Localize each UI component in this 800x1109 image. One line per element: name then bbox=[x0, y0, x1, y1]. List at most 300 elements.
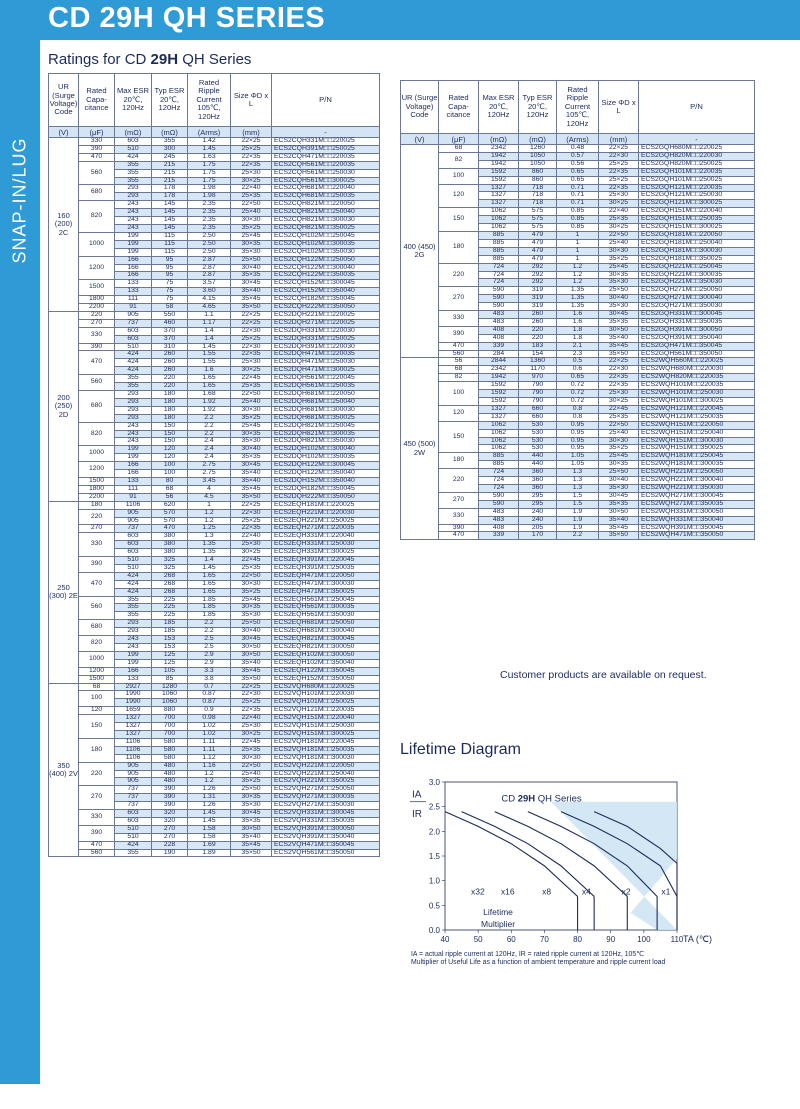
capacitance-cell: 150 bbox=[439, 421, 479, 453]
size-cell: 25×40 bbox=[231, 209, 272, 217]
typ-esr-cell: 790 bbox=[519, 398, 557, 406]
max-esr-cell: 1327 bbox=[115, 715, 152, 723]
ripple-current-cell: 1.16 bbox=[188, 762, 231, 770]
max-esr-cell: 724 bbox=[479, 279, 519, 287]
x-tick-label: 80 bbox=[573, 935, 583, 944]
size-cell: 30×30 bbox=[231, 406, 272, 414]
size-cell: 22×40 bbox=[231, 533, 272, 541]
capacitance-cell: 1500 bbox=[79, 675, 115, 683]
size-cell: 35×40 bbox=[231, 477, 272, 485]
part-number-cell: ECS2GQH221M□□250045 bbox=[639, 263, 755, 271]
max-esr-cell: 243 bbox=[115, 438, 152, 446]
typ-esr-cell: 260 bbox=[152, 351, 188, 359]
ripple-current-cell: 1.85 bbox=[188, 604, 231, 612]
part-number-cell: ECS2DQH471M□□220035 bbox=[272, 351, 380, 359]
part-number-cell: ECS2VQH221M□□250040 bbox=[272, 770, 380, 778]
typ-esr-cell: 440 bbox=[519, 453, 557, 461]
size-cell: 30×40 bbox=[231, 628, 272, 636]
size-cell: 25×50 bbox=[599, 469, 639, 477]
max-esr-cell: 424 bbox=[115, 351, 152, 359]
ripple-current-cell: 1.58 bbox=[188, 825, 231, 833]
part-number-cell: ECS2CQH681M□□250035 bbox=[272, 193, 380, 201]
typ-esr-cell: 215 bbox=[152, 177, 188, 185]
typ-esr-cell: 440 bbox=[519, 461, 557, 469]
header-capacitance: Rated Capa- citance bbox=[79, 74, 115, 127]
typ-esr-cell: 970 bbox=[519, 374, 557, 382]
part-number-cell: ECS2VQH181M□□250035 bbox=[272, 746, 380, 754]
table-row bbox=[49, 849, 380, 857]
ripple-current-cell: 0.72 bbox=[557, 398, 599, 406]
typ-esr-cell: 390 bbox=[152, 802, 188, 810]
ripple-current-cell: 4.15 bbox=[188, 296, 231, 304]
y-tick-label: 1.5 bbox=[428, 852, 440, 861]
typ-esr-cell: 240 bbox=[519, 508, 557, 516]
size-cell: 25×50 bbox=[231, 620, 272, 628]
part-number-cell: ECS2WQH151M□□300030 bbox=[639, 437, 755, 445]
typ-esr-cell: 860 bbox=[519, 176, 557, 184]
part-number-cell: ECS2EQH221M□□220030 bbox=[272, 509, 380, 517]
ripple-current-cell: 0.65 bbox=[557, 374, 599, 382]
ripple-current-cell: 1.4 bbox=[188, 327, 231, 335]
ripple-current-cell: 1.9 bbox=[557, 516, 599, 524]
capacitance-cell: 270 bbox=[79, 786, 115, 810]
typ-esr-cell: 295 bbox=[519, 500, 557, 508]
ripple-current-cell: 2.2 bbox=[188, 422, 231, 430]
size-cell: 30×45 bbox=[599, 311, 639, 319]
capacitance-cell: 390 bbox=[79, 343, 115, 351]
size-cell: 22×25 bbox=[231, 319, 272, 327]
max-esr-cell: 1942 bbox=[479, 152, 519, 160]
chart-title-bold: 29H bbox=[517, 793, 536, 805]
page-number: 90 bbox=[52, 1092, 69, 1109]
typ-esr-cell: 270 bbox=[152, 833, 188, 841]
size-cell: 35×30 bbox=[599, 484, 639, 492]
ripple-current-cell: 1 bbox=[188, 501, 231, 509]
size-cell: 22×35 bbox=[231, 153, 272, 161]
capacitance-cell: 1500 bbox=[79, 477, 115, 485]
ripple-current-cell: 0.9 bbox=[188, 707, 231, 715]
typ-esr-cell: 125 bbox=[152, 651, 188, 659]
max-esr-cell: 166 bbox=[115, 470, 152, 478]
capacitance-cell: 180 bbox=[439, 231, 479, 263]
y-tick-label: 2.0 bbox=[428, 827, 440, 837]
max-esr-cell: 133 bbox=[115, 675, 152, 683]
ripple-current-cell: 1.55 bbox=[188, 351, 231, 359]
size-cell: 35×50 bbox=[599, 532, 639, 540]
ripple-current-cell: 0.95 bbox=[557, 437, 599, 445]
max-esr-cell: 199 bbox=[115, 446, 152, 454]
max-esr-cell: 243 bbox=[115, 209, 152, 217]
capacitance-cell: 560 bbox=[439, 350, 479, 358]
ripple-current-cell: 1.63 bbox=[188, 153, 231, 161]
ripple-current-cell: 0.65 bbox=[557, 176, 599, 184]
ripple-current-cell: 2.87 bbox=[188, 272, 231, 280]
size-cell: 22×35 bbox=[599, 184, 639, 192]
ripple-current-cell: 0.72 bbox=[557, 382, 599, 390]
ripple-current-cell: 1.98 bbox=[188, 193, 231, 201]
size-cell: 22×35 bbox=[599, 382, 639, 390]
size-cell: 22×35 bbox=[599, 168, 639, 176]
max-esr-cell: 724 bbox=[479, 271, 519, 279]
voltage-code-cell: 200 (250) 2D bbox=[49, 311, 79, 501]
typ-esr-cell: 150 bbox=[152, 422, 188, 430]
max-esr-cell: 355 bbox=[115, 612, 152, 620]
max-esr-cell: 1942 bbox=[479, 374, 519, 382]
ripple-current-cell: 4.65 bbox=[188, 304, 231, 312]
capacitance-cell: 2200 bbox=[79, 304, 115, 312]
ripple-current-cell: 1.85 bbox=[188, 612, 231, 620]
ripple-current-cell: 2.2 bbox=[188, 628, 231, 636]
size-cell: 35×35 bbox=[231, 817, 272, 825]
max-esr-cell: 724 bbox=[479, 477, 519, 485]
part-number-cell: ECS2GQH101M□□250025 bbox=[639, 176, 755, 184]
part-number-cell: ECS2EQH221M□□250025 bbox=[272, 517, 380, 525]
header-size: Size ΦD x L bbox=[599, 81, 639, 134]
max-esr-cell: 424 bbox=[115, 588, 152, 596]
size-cell: 22×40 bbox=[599, 208, 639, 216]
typ-esr-cell: 178 bbox=[152, 193, 188, 201]
typ-esr-cell: 180 bbox=[152, 406, 188, 414]
part-number-cell: ECS2VQH271M□□300035 bbox=[272, 794, 380, 802]
part-number-cell: ECS2DQH122M□□350040 bbox=[272, 470, 380, 478]
typ-esr-cell: 460 bbox=[152, 319, 188, 327]
max-esr-cell: 355 bbox=[115, 177, 152, 185]
ripple-current-cell: 1.35 bbox=[557, 295, 599, 303]
ripple-current-cell: 2.5 bbox=[188, 636, 231, 644]
voltage-code-cell: 160 (200) 2C bbox=[49, 138, 79, 312]
ripple-current-cell: 1.02 bbox=[188, 730, 231, 738]
capacitance-cell: 1500 bbox=[79, 280, 115, 296]
ripple-current-cell: 0.95 bbox=[557, 445, 599, 453]
unit-header-ripple-current: (Arms) bbox=[188, 127, 231, 138]
x-tick-label: 50 bbox=[473, 935, 483, 944]
typ-esr-cell: 95 bbox=[152, 272, 188, 280]
max-esr-cell: 133 bbox=[115, 477, 152, 485]
typ-esr-cell: 1050 bbox=[519, 152, 557, 160]
part-number-cell: ECS2WQH471M□□350050 bbox=[639, 532, 755, 540]
capacitance-cell: 820 bbox=[79, 201, 115, 233]
ripple-current-cell: 3.60 bbox=[188, 288, 231, 296]
max-esr-cell: 424 bbox=[115, 367, 152, 375]
part-number-cell: ECS2DQH331M□□250025 bbox=[272, 335, 380, 343]
size-cell: 22×25 bbox=[599, 145, 639, 153]
ripple-current-cell: 1.75 bbox=[188, 169, 231, 177]
part-number-cell: ECS2DQH681M□□250040 bbox=[272, 398, 380, 406]
ripple-current-cell: 1.35 bbox=[188, 541, 231, 549]
size-cell: 22×25 bbox=[231, 501, 272, 509]
size-cell: 25×30 bbox=[231, 169, 272, 177]
max-esr-cell: 166 bbox=[115, 272, 152, 280]
capacitance-cell: 470 bbox=[439, 342, 479, 350]
size-cell: 25×30 bbox=[231, 359, 272, 367]
part-number-cell: ECS2GQH121M□□220035 bbox=[639, 184, 755, 192]
part-number-cell: ECS2WQH680M□□220030 bbox=[639, 366, 755, 374]
max-esr-cell: 199 bbox=[115, 240, 152, 248]
max-esr-cell: 1062 bbox=[479, 216, 519, 224]
unit-header-part-number: - bbox=[272, 127, 380, 138]
part-number-cell: ECS2CQH821M□□300030 bbox=[272, 217, 380, 225]
max-esr-cell: 243 bbox=[115, 224, 152, 232]
part-number-cell: ECS2VQH151M□□220040 bbox=[272, 715, 380, 723]
ripple-current-cell: 0.5 bbox=[557, 358, 599, 366]
max-esr-cell: 905 bbox=[115, 762, 152, 770]
typ-esr-cell: 570 bbox=[152, 509, 188, 517]
capacitance-cell: 220 bbox=[79, 311, 115, 319]
capacitance-cell: 1800 bbox=[79, 296, 115, 304]
max-esr-cell: 424 bbox=[115, 153, 152, 161]
ripple-current-cell: 3.8 bbox=[188, 675, 231, 683]
size-cell: 30×25 bbox=[599, 224, 639, 232]
ratings-table-right bbox=[400, 80, 755, 540]
ripple-current-cell: 3.3 bbox=[188, 667, 231, 675]
typ-esr-cell: 225 bbox=[152, 596, 188, 604]
size-cell: 35×50 bbox=[231, 493, 272, 501]
part-number-cell: ECS2CQH821M□□250040 bbox=[272, 209, 380, 217]
capacitance-cell: 68 bbox=[79, 683, 115, 691]
capacitance-cell: 220 bbox=[79, 509, 115, 525]
max-esr-cell: 905 bbox=[115, 770, 152, 778]
part-number-cell: ECS2CQH182M□□350045 bbox=[272, 296, 380, 304]
max-esr-cell: 293 bbox=[115, 391, 152, 399]
size-cell: 22×50 bbox=[599, 421, 639, 429]
part-number-cell: ECS2VQH121M□□220035 bbox=[272, 707, 380, 715]
multiplier-label-2: Multiplier bbox=[481, 919, 516, 930]
size-cell: 30×35 bbox=[599, 271, 639, 279]
typ-esr-cell: 228 bbox=[152, 841, 188, 849]
size-cell: 35×45 bbox=[231, 296, 272, 304]
typ-esr-cell: 370 bbox=[152, 327, 188, 335]
ripple-current-cell: 1.45 bbox=[188, 810, 231, 818]
max-esr-cell: 603 bbox=[115, 138, 152, 146]
max-esr-cell: 1327 bbox=[479, 405, 519, 413]
max-esr-cell: 483 bbox=[479, 516, 519, 524]
max-esr-cell: 293 bbox=[115, 193, 152, 201]
max-esr-cell: 483 bbox=[479, 318, 519, 326]
voltage-code-cell: 350 (400) 2V bbox=[49, 683, 79, 857]
size-cell: 25×35 bbox=[231, 383, 272, 391]
capacitance-cell: 330 bbox=[79, 138, 115, 146]
typ-esr-cell: 153 bbox=[152, 644, 188, 652]
max-esr-cell: 885 bbox=[479, 255, 519, 263]
voltage-code-cell: 250 (300) 2E bbox=[49, 501, 79, 683]
typ-esr-cell: 190 bbox=[152, 849, 188, 857]
max-esr-cell: 905 bbox=[115, 778, 152, 786]
part-number-cell: ECS2GQH121M□□250030 bbox=[639, 192, 755, 200]
capacitance-cell: 1000 bbox=[79, 446, 115, 462]
size-cell: 35×35 bbox=[231, 454, 272, 462]
size-cell: 22×50 bbox=[231, 391, 272, 399]
typ-esr-cell: 360 bbox=[519, 469, 557, 477]
y-tick-label: 0.5 bbox=[428, 901, 440, 911]
typ-esr-cell: 154 bbox=[519, 350, 557, 358]
size-cell: 22×45 bbox=[231, 375, 272, 383]
typ-esr-cell: 292 bbox=[519, 279, 557, 287]
max-esr-cell: 603 bbox=[115, 549, 152, 557]
unit-header-part-number: - bbox=[639, 134, 755, 145]
max-esr-cell: 243 bbox=[115, 217, 152, 225]
typ-esr-cell: 360 bbox=[519, 477, 557, 485]
typ-esr-cell: 80 bbox=[152, 477, 188, 485]
ripple-current-cell: 2.75 bbox=[188, 462, 231, 470]
part-number-cell: ECS2DQH471M□□250030 bbox=[272, 359, 380, 367]
max-esr-cell: 510 bbox=[115, 825, 152, 833]
part-number-cell: ECS2DQH471M□□300025 bbox=[272, 367, 380, 375]
max-esr-cell: 293 bbox=[115, 620, 152, 628]
size-cell: 25×25 bbox=[231, 335, 272, 343]
part-number-cell: ECS2EQH331M□□250030 bbox=[272, 541, 380, 549]
max-esr-cell: 199 bbox=[115, 454, 152, 462]
max-esr-cell: 1327 bbox=[479, 200, 519, 208]
typ-esr-cell: 718 bbox=[519, 192, 557, 200]
x-tick-label: 110 bbox=[670, 935, 684, 944]
size-cell: 30×25 bbox=[231, 549, 272, 557]
ripple-current-cell: 1.2 bbox=[188, 517, 231, 525]
ripple-current-cell: 1.65 bbox=[188, 375, 231, 383]
size-cell: 22×35 bbox=[231, 525, 272, 533]
capacitance-cell: 1200 bbox=[79, 667, 115, 675]
ripple-current-cell: 1.45 bbox=[188, 564, 231, 572]
max-esr-cell: 408 bbox=[479, 524, 519, 532]
capacitance-cell: 470 bbox=[439, 532, 479, 540]
size-cell: 22×30 bbox=[231, 509, 272, 517]
max-esr-cell: 590 bbox=[479, 500, 519, 508]
ripple-current-cell: 1.2 bbox=[188, 770, 231, 778]
chart-footnote-2: Multiplier of Useful Life as a function of ambient temperature and ripple current load bbox=[411, 959, 666, 966]
table-row bbox=[49, 501, 380, 509]
ripple-current-cell: 2.50 bbox=[188, 248, 231, 256]
part-number-cell: ECS2EQH471M□□220050 bbox=[272, 572, 380, 580]
size-cell: 22×35 bbox=[231, 161, 272, 169]
typ-esr-cell: 530 bbox=[519, 437, 557, 445]
size-cell: 30×30 bbox=[599, 437, 639, 445]
typ-esr-cell: 145 bbox=[152, 201, 188, 209]
ripple-current-cell: 2.1 bbox=[557, 342, 599, 350]
size-cell: 30×45 bbox=[599, 492, 639, 500]
capacitance-cell: 820 bbox=[79, 422, 115, 446]
part-number-cell: ECS2DQH102M□□300040 bbox=[272, 446, 380, 454]
size-cell: 35×45 bbox=[599, 524, 639, 532]
size-cell: 30×25 bbox=[231, 730, 272, 738]
part-number-cell: ECS2DQH561M□□250035 bbox=[272, 383, 380, 391]
typ-esr-cell: 530 bbox=[519, 429, 557, 437]
typ-esr-cell: 120 bbox=[152, 446, 188, 454]
capacitance-cell: 100 bbox=[439, 382, 479, 406]
custom-products-note: Customer products are available on request. bbox=[500, 669, 707, 681]
part-number-cell: ECS2VQH101M□□220030 bbox=[272, 691, 380, 699]
size-cell: 35×25 bbox=[599, 445, 639, 453]
size-cell: 30×50 bbox=[599, 326, 639, 334]
capacitance-cell: 1000 bbox=[79, 651, 115, 667]
typ-esr-cell: 268 bbox=[152, 580, 188, 588]
max-esr-cell: 133 bbox=[115, 280, 152, 288]
size-cell: 22×50 bbox=[231, 762, 272, 770]
part-number-cell: ECS2EQH122M□□350045 bbox=[272, 667, 380, 675]
max-esr-cell: 199 bbox=[115, 651, 152, 659]
typ-esr-cell: 479 bbox=[519, 255, 557, 263]
multiplier-label-1: Lifetime bbox=[483, 907, 513, 918]
part-number-cell: ECS2EQH331M□□220040 bbox=[272, 533, 380, 541]
capacitance-cell: 82 bbox=[439, 152, 479, 168]
size-cell: 35×40 bbox=[231, 659, 272, 667]
size-cell: 35×45 bbox=[231, 485, 272, 493]
size-cell: 22×50 bbox=[231, 572, 272, 580]
capacitance-cell: 820 bbox=[79, 636, 115, 652]
part-number-cell: ECS2CQH102M□□250045 bbox=[272, 232, 380, 240]
ripple-current-cell: 1.75 bbox=[188, 161, 231, 169]
size-cell: 25×25 bbox=[231, 699, 272, 707]
ripple-current-cell: 1.05 bbox=[557, 453, 599, 461]
part-number-cell: ECS2GQH331M□□350035 bbox=[639, 318, 755, 326]
max-esr-cell: 1592 bbox=[479, 168, 519, 176]
typ-esr-cell: 390 bbox=[152, 794, 188, 802]
part-number-cell: ECS2GQH151M□□250035 bbox=[639, 216, 755, 224]
ripple-current-cell: 3.57 bbox=[188, 280, 231, 288]
typ-esr-cell: 225 bbox=[152, 612, 188, 620]
ripple-current-cell: 1.98 bbox=[188, 185, 231, 193]
max-esr-cell: 905 bbox=[115, 311, 152, 319]
max-esr-cell: 243 bbox=[115, 636, 152, 644]
max-esr-cell: 1062 bbox=[479, 421, 519, 429]
size-cell: 30×50 bbox=[231, 825, 272, 833]
x-axis-label: TA (℃) bbox=[683, 934, 712, 944]
typ-esr-cell: 355 bbox=[152, 138, 188, 146]
max-esr-cell: 885 bbox=[479, 239, 519, 247]
ripple-current-cell: 1.42 bbox=[188, 138, 231, 146]
size-cell: 22×30 bbox=[231, 327, 272, 335]
lifetime-chart bbox=[400, 770, 712, 950]
header-part-number: P/N bbox=[639, 81, 755, 134]
part-number-cell: ECS2EQH391M□□250035 bbox=[272, 564, 380, 572]
part-number-cell: ECS2WQH820M□□220035 bbox=[639, 374, 755, 382]
typ-esr-cell: 530 bbox=[519, 445, 557, 453]
max-esr-cell: 885 bbox=[479, 461, 519, 469]
size-cell: 25×40 bbox=[231, 770, 272, 778]
part-number-cell: ECS2DQH821M□□250045 bbox=[272, 422, 380, 430]
part-number-cell: ECS2CQH331M□□220025 bbox=[272, 138, 380, 146]
max-esr-cell: 293 bbox=[115, 398, 152, 406]
ripple-current-cell: 1.11 bbox=[188, 738, 231, 746]
size-cell: 30×35 bbox=[231, 240, 272, 248]
part-number-cell: ECS2CQH102M□□350030 bbox=[272, 248, 380, 256]
part-number-cell: ECS2CQH821M□□350025 bbox=[272, 224, 380, 232]
part-number-cell: ECS2EQH102M□□350040 bbox=[272, 659, 380, 667]
ripple-current-cell: 0.6 bbox=[557, 366, 599, 374]
size-cell: 22×25 bbox=[599, 358, 639, 366]
max-esr-cell: 603 bbox=[115, 335, 152, 343]
ripple-current-cell: 1.45 bbox=[188, 817, 231, 825]
size-cell: 35×30 bbox=[231, 802, 272, 810]
ripple-current-cell: 1.3 bbox=[557, 484, 599, 492]
capacitance-cell: 150 bbox=[79, 715, 115, 739]
voltage-code-cell: 400 (450) 2G bbox=[401, 145, 439, 358]
subtitle-prefix: Ratings for CD bbox=[48, 51, 151, 68]
max-esr-cell: 2844 bbox=[479, 358, 519, 366]
size-cell: 35×40 bbox=[599, 516, 639, 524]
part-number-cell: ECS2GQH271M□□300040 bbox=[639, 295, 755, 303]
ripple-current-cell: 0.65 bbox=[557, 168, 599, 176]
size-cell: 30×35 bbox=[231, 794, 272, 802]
max-esr-cell: 905 bbox=[115, 517, 152, 525]
ripple-current-cell: 1.2 bbox=[557, 263, 599, 271]
max-esr-cell: 424 bbox=[115, 580, 152, 588]
typ-esr-cell: 215 bbox=[152, 169, 188, 177]
part-number-cell: ECS2CQH122M□□350035 bbox=[272, 272, 380, 280]
part-number-cell: ECS2GQH151M□□220040 bbox=[639, 208, 755, 216]
part-number-cell: ECS2GQH221M□□350030 bbox=[639, 279, 755, 287]
part-number-cell: ECS2EQH681M□□250050 bbox=[272, 620, 380, 628]
size-cell: 25×35 bbox=[231, 193, 272, 201]
capacitance-cell: 1200 bbox=[79, 256, 115, 280]
